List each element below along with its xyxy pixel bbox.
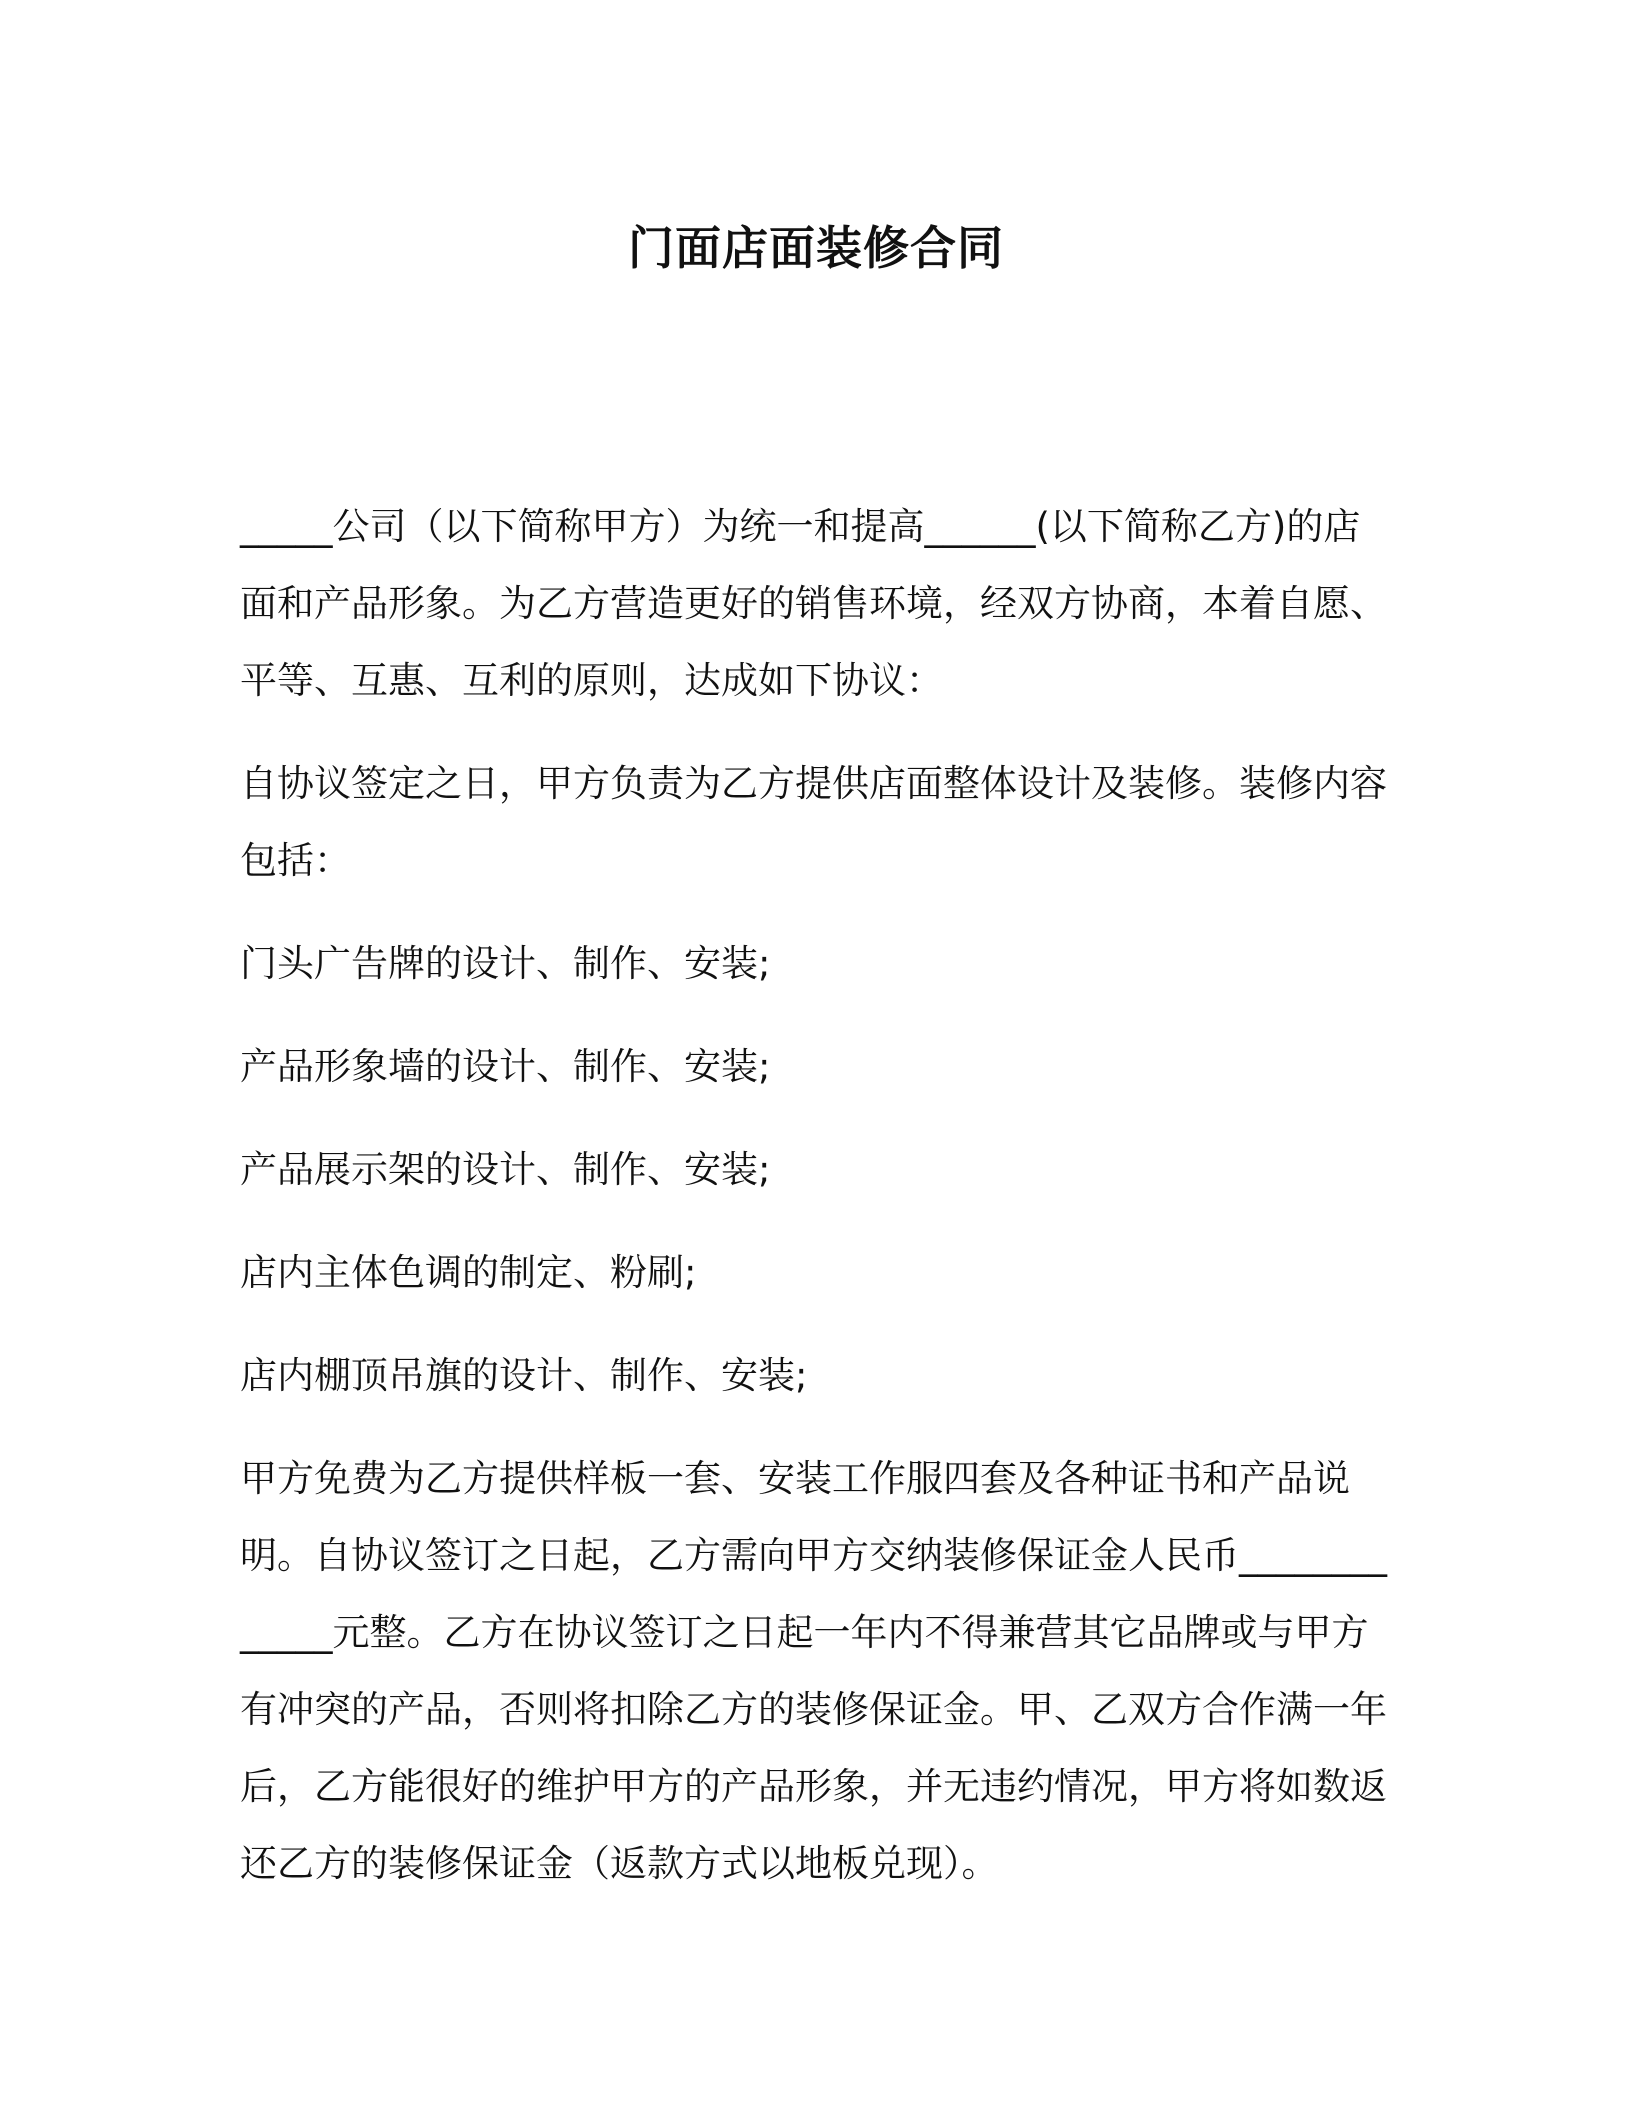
paragraph-deposit-terms: 甲方免费为乙方提供样板一套、安装工作服四套及各种证书和产品说明。自协议签订之日起，乙方需向甲方交纳装修保证金人民币_____________元整。乙方在协议签订之日起一年内不得兼营其它品牌或与甲方有冲突的产品，否则将扣除乙方的装修保证金。甲、乙双方合作满一年后，乙方能很好的维护甲方的产品形象，并无违约情况，甲方将如数返还乙方的装修保证金（返款方式以地板兑现）。 xyxy=(240,1457,1387,1885)
paragraph-preamble: _____公司（以下简称甲方）为统一和提高______(以下简称乙方)的店面和产品形象。为乙方营造更好的销售环境，经双方协商，本着自愿、平等、互惠、互利的原则，达成如下协议： xyxy=(240,505,1387,702)
list-item-ceiling-flags: 店内棚顶吊旗的设计、制作、安装; xyxy=(240,1354,808,1397)
document-body xyxy=(240,488,1390,1928)
paragraph-decoration-scope: 自协议签定之日，甲方负责为乙方提供店面整体设计及装修。装修内容包括： xyxy=(240,762,1387,882)
list-item-color-painting: 店内主体色调的制定、粉刷; xyxy=(240,1251,697,1294)
list-item-signboard: 门头广告牌的设计、制作、安装; xyxy=(240,942,771,985)
list-item-image-wall: 产品形象墙的设计、制作、安装; xyxy=(240,1045,771,1088)
document-title: 门面店面装修合同 xyxy=(628,221,1004,275)
list-item-display-rack: 产品展示架的设计、制作、安装; xyxy=(240,1148,771,1191)
